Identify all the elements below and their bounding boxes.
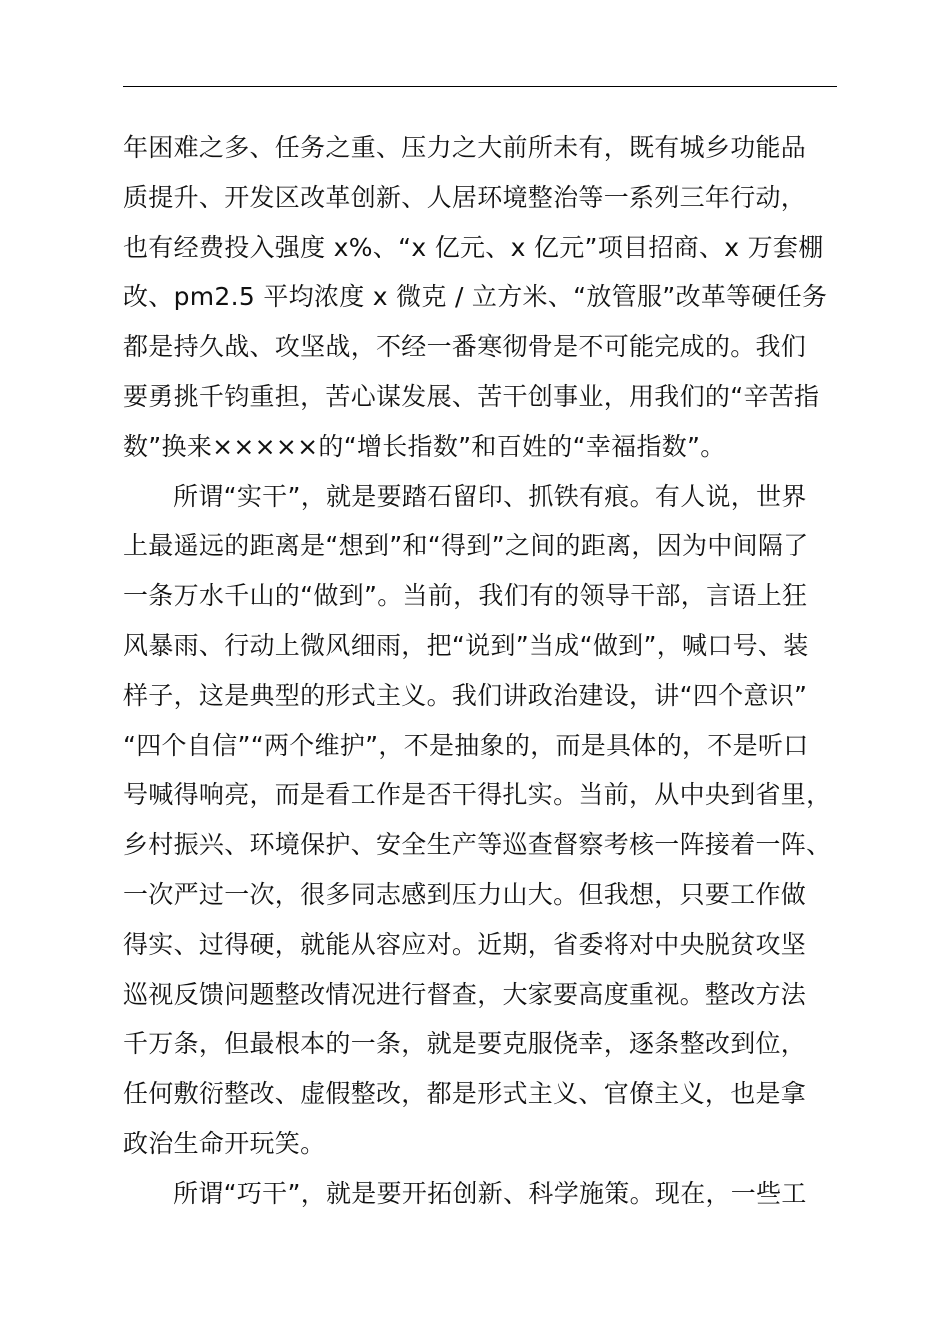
text-line-13: “四个自信”“两个维护”，不是抽象的，而是具体的，不是听口 [123, 730, 809, 760]
text-line-10: 一条万水千山的“做到”。当前，我们有的领导干部，言语上狂 [123, 581, 808, 611]
body-text [123, 123, 863, 1219]
text-line-11: 风暴雨、行动上微风细雨，把“说到”当成“做到”，喊口号、装 [123, 630, 809, 660]
text-line-17: 得实、过得硬，就能从容应对。近期，省委将对中央脱贫攻坚 [123, 929, 807, 959]
text-line-1: 年困难之多、任务之重、压力之大前所未有，既有城乡功能品 [123, 133, 807, 162]
paragraph-start-line-8: 所谓“实干”，就是要踏石留印、抓铁有痕。有人说，世界 [173, 481, 807, 511]
paragraph-start-line-22: 所谓“巧干”，就是要开拓创新、科学施策。现在，一些工 [173, 1178, 807, 1208]
text-line-20: 任何敷衍整改、虚假整改，都是形式主义、官僚主义，也是拿 [123, 1079, 807, 1109]
text-line-3: 也有经费投入强度 x%、“x 亿元、x 亿元”项目招商、x 万套棚 [123, 232, 824, 262]
text-line-6: 要勇挑千钧重担，苦心谋发展、苦干创事业，用我们的“辛苦指 [123, 381, 820, 411]
text-line-5: 都是持久战、攻坚战，不经一番寒彻骨是不可能完成的。我们 [123, 332, 807, 362]
header-rule [123, 86, 837, 87]
text-line-15: 乡村振兴、环境保护、安全生产等巡查督察考核一阵接着一阵、 [123, 830, 832, 860]
text-line-7: 数”换来×××××的“增长指数”和百姓的“幸福指数”。 [123, 431, 726, 461]
text-line-18: 巡视反馈问题整改情况进行督查，大家要高度重视。整改方法 [123, 979, 807, 1009]
text-line-12: 样子，这是典型的形式主义。我们讲政治建设，讲“四个意识” [123, 680, 808, 710]
text-line-21: 政治生命开玩笑。 [123, 1128, 326, 1158]
text-line-2: 质提升、开发区改革创新、人居环境整治等一系列三年行动， [123, 182, 807, 212]
text-line-14: 号喊得响亮，而是看工作是否干得扎实。当前，从中央到省里， [123, 780, 832, 810]
text-line-19: 千万条，但最根本的一条，就是要克服侥幸，逐条整改到位， [123, 1029, 807, 1059]
text-line-4: 改、pm2.5 平均浓度 x 微克 / 立方米、“放管服”改革等硬任务 [123, 282, 828, 312]
text-line-16: 一次严过一次，很多同志感到压力山大。但我想，只要工作做 [123, 879, 807, 909]
text-line-9: 上最遥远的距离是“想到”和“得到”之间的距离，因为中间隔了 [123, 531, 809, 561]
